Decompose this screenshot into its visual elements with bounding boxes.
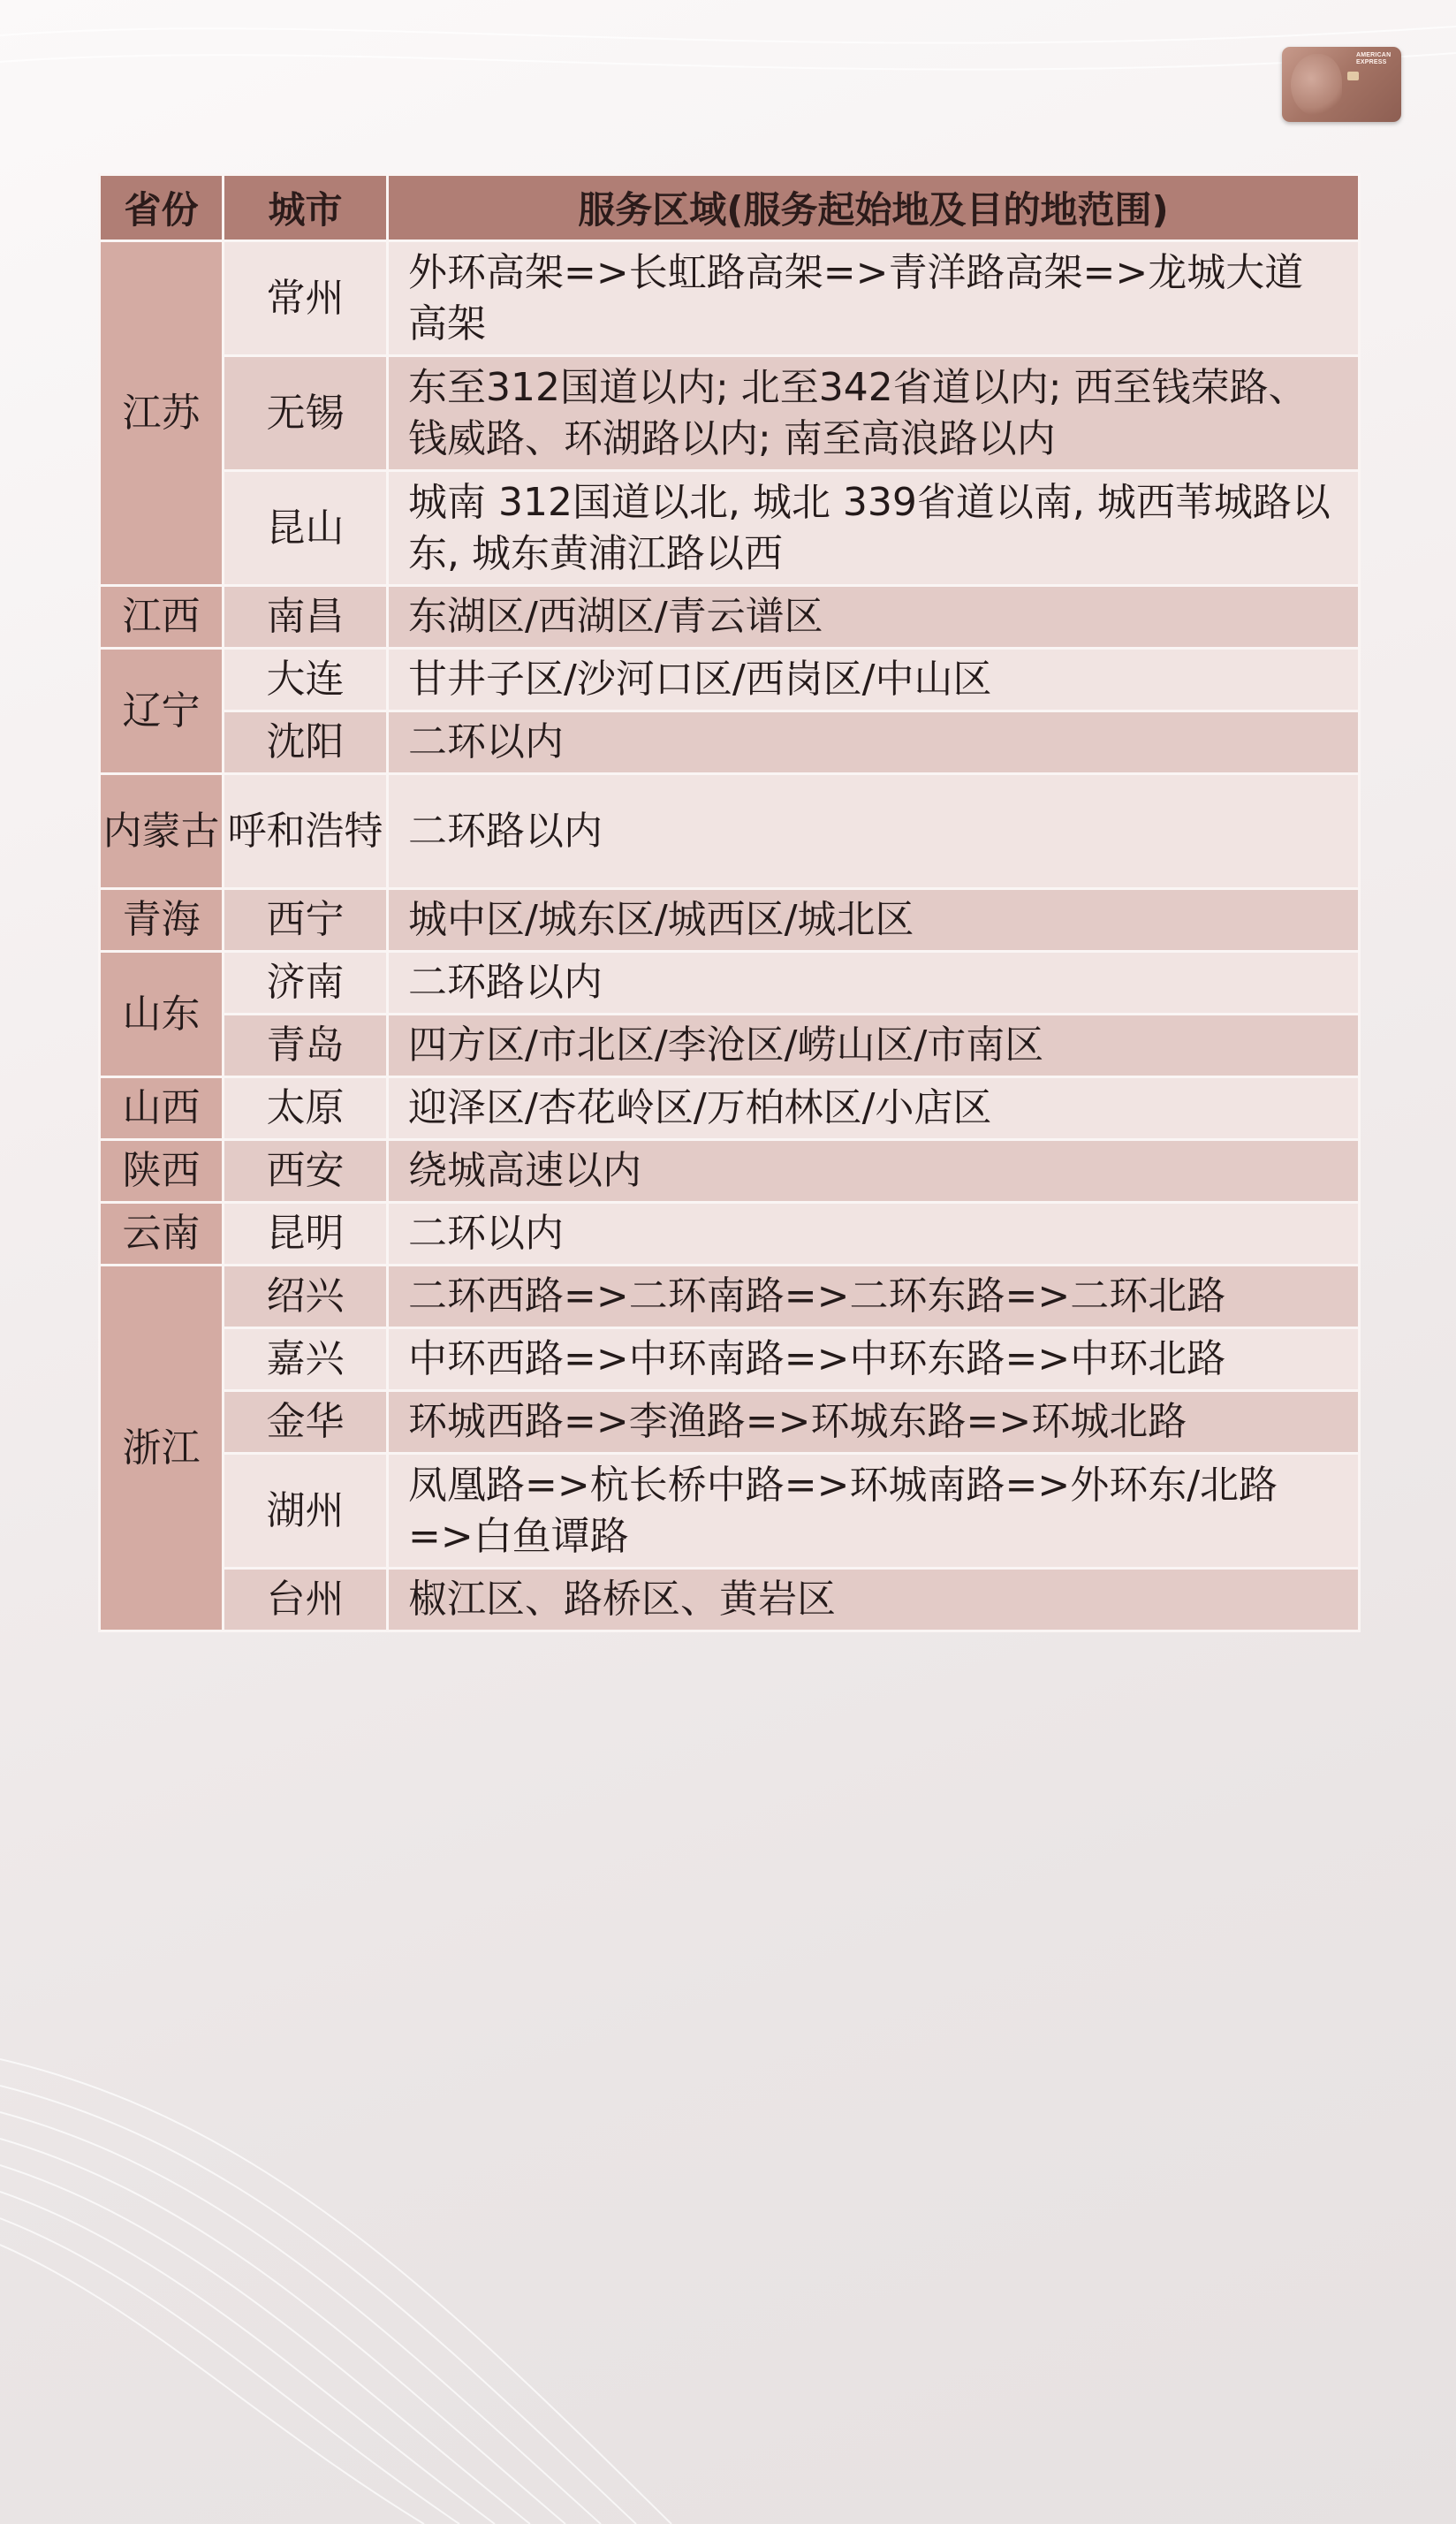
header-city: 城市 <box>224 175 388 241</box>
card-brand-text <box>1356 52 1395 66</box>
table-row <box>100 774 1360 889</box>
table-row <box>100 586 1360 649</box>
table-header-row <box>100 175 1360 241</box>
city-cell: 嘉兴 <box>224 1328 388 1391</box>
table-row <box>100 649 1360 711</box>
area-cell: 环城西路=>李渔路=>环城东路=>环城北路 <box>388 1391 1360 1454</box>
city-cell: 南昌 <box>224 586 388 649</box>
card-chip <box>1347 72 1359 80</box>
city-cell: 西宁 <box>224 889 388 952</box>
table-row <box>100 1454 1360 1569</box>
service-area-table <box>98 173 1361 1632</box>
area-cell: 甘井子区/沙河口区/西岗区/中山区 <box>388 649 1360 711</box>
province-cell: 山东 <box>100 952 224 1077</box>
card-brand-line2: EXPRESS <box>1356 59 1387 65</box>
amex-card-logo <box>1282 47 1401 122</box>
city-cell: 无锡 <box>224 356 388 471</box>
area-cell: 迎泽区/杏花岭区/万柏林区/小店区 <box>388 1077 1360 1140</box>
table-row <box>100 952 1360 1015</box>
header-service-area: 服务区域(服务起始地及目的地范围) <box>388 175 1360 241</box>
province-cell: 浙江 <box>100 1266 224 1631</box>
area-cell: 椒江区、路桥区、黄岩区 <box>388 1569 1360 1631</box>
table-row <box>100 1140 1360 1203</box>
city-cell: 湖州 <box>224 1454 388 1569</box>
province-cell: 内蒙古 <box>100 774 224 889</box>
city-cell: 呼和浩特 <box>224 774 388 889</box>
city-cell: 济南 <box>224 952 388 1015</box>
area-cell: 四方区/市北区/李沧区/崂山区/市南区 <box>388 1015 1360 1077</box>
province-cell: 辽宁 <box>100 649 224 774</box>
city-cell: 金华 <box>224 1391 388 1454</box>
card-centurion-emblem <box>1291 54 1342 116</box>
city-cell: 绍兴 <box>224 1266 388 1328</box>
area-cell: 中环西路=>中环南路=>中环东路=>中环北路 <box>388 1328 1360 1391</box>
area-cell: 二环路以内 <box>388 952 1360 1015</box>
area-cell: 城南 312国道以北, 城北 339省道以南, 城西苇城路以东, 城东黄浦江路以西 <box>388 471 1360 586</box>
city-cell: 昆明 <box>224 1203 388 1266</box>
area-cell: 二环以内 <box>388 711 1360 774</box>
area-cell: 二环以内 <box>388 1203 1360 1266</box>
province-cell: 江西 <box>100 586 224 649</box>
table-row <box>100 1077 1360 1140</box>
area-cell: 二环路以内 <box>388 774 1360 889</box>
card-brand-line1: AMERICAN <box>1356 52 1392 58</box>
table-row <box>100 1391 1360 1454</box>
table-row <box>100 1203 1360 1266</box>
city-cell: 太原 <box>224 1077 388 1140</box>
table-row <box>100 711 1360 774</box>
province-cell: 云南 <box>100 1203 224 1266</box>
province-cell: 陕西 <box>100 1140 224 1203</box>
table-row <box>100 356 1360 471</box>
table-row <box>100 1266 1360 1328</box>
table-row <box>100 1015 1360 1077</box>
city-cell: 常州 <box>224 241 388 356</box>
city-cell: 昆山 <box>224 471 388 586</box>
city-cell: 台州 <box>224 1569 388 1631</box>
table-row <box>100 1328 1360 1391</box>
service-area-table-container <box>98 173 1358 1632</box>
city-cell: 西安 <box>224 1140 388 1203</box>
header-province: 省份 <box>100 175 224 241</box>
area-cell: 东至312国道以内; 北至342省道以内; 西至钱荣路、钱威路、环湖路以内; 南至高浪路以内 <box>388 356 1360 471</box>
table-row <box>100 241 1360 356</box>
city-cell: 大连 <box>224 649 388 711</box>
area-cell: 绕城高速以内 <box>388 1140 1360 1203</box>
province-cell: 江苏 <box>100 241 224 586</box>
province-cell: 青海 <box>100 889 224 952</box>
city-cell: 沈阳 <box>224 711 388 774</box>
city-cell: 青岛 <box>224 1015 388 1077</box>
area-cell: 凤凰路=>杭长桥中路=>环城南路=>外环东/北路=>白鱼谭路 <box>388 1454 1360 1569</box>
table-row <box>100 1569 1360 1631</box>
table-row <box>100 471 1360 586</box>
province-cell: 山西 <box>100 1077 224 1140</box>
area-cell: 外环高架=>长虹路高架=>青洋路高架=>龙城大道高架 <box>388 241 1360 356</box>
area-cell: 东湖区/西湖区/青云谱区 <box>388 586 1360 649</box>
area-cell: 城中区/城东区/城西区/城北区 <box>388 889 1360 952</box>
area-cell: 二环西路=>二环南路=>二环东路=>二环北路 <box>388 1266 1360 1328</box>
table-row <box>100 889 1360 952</box>
